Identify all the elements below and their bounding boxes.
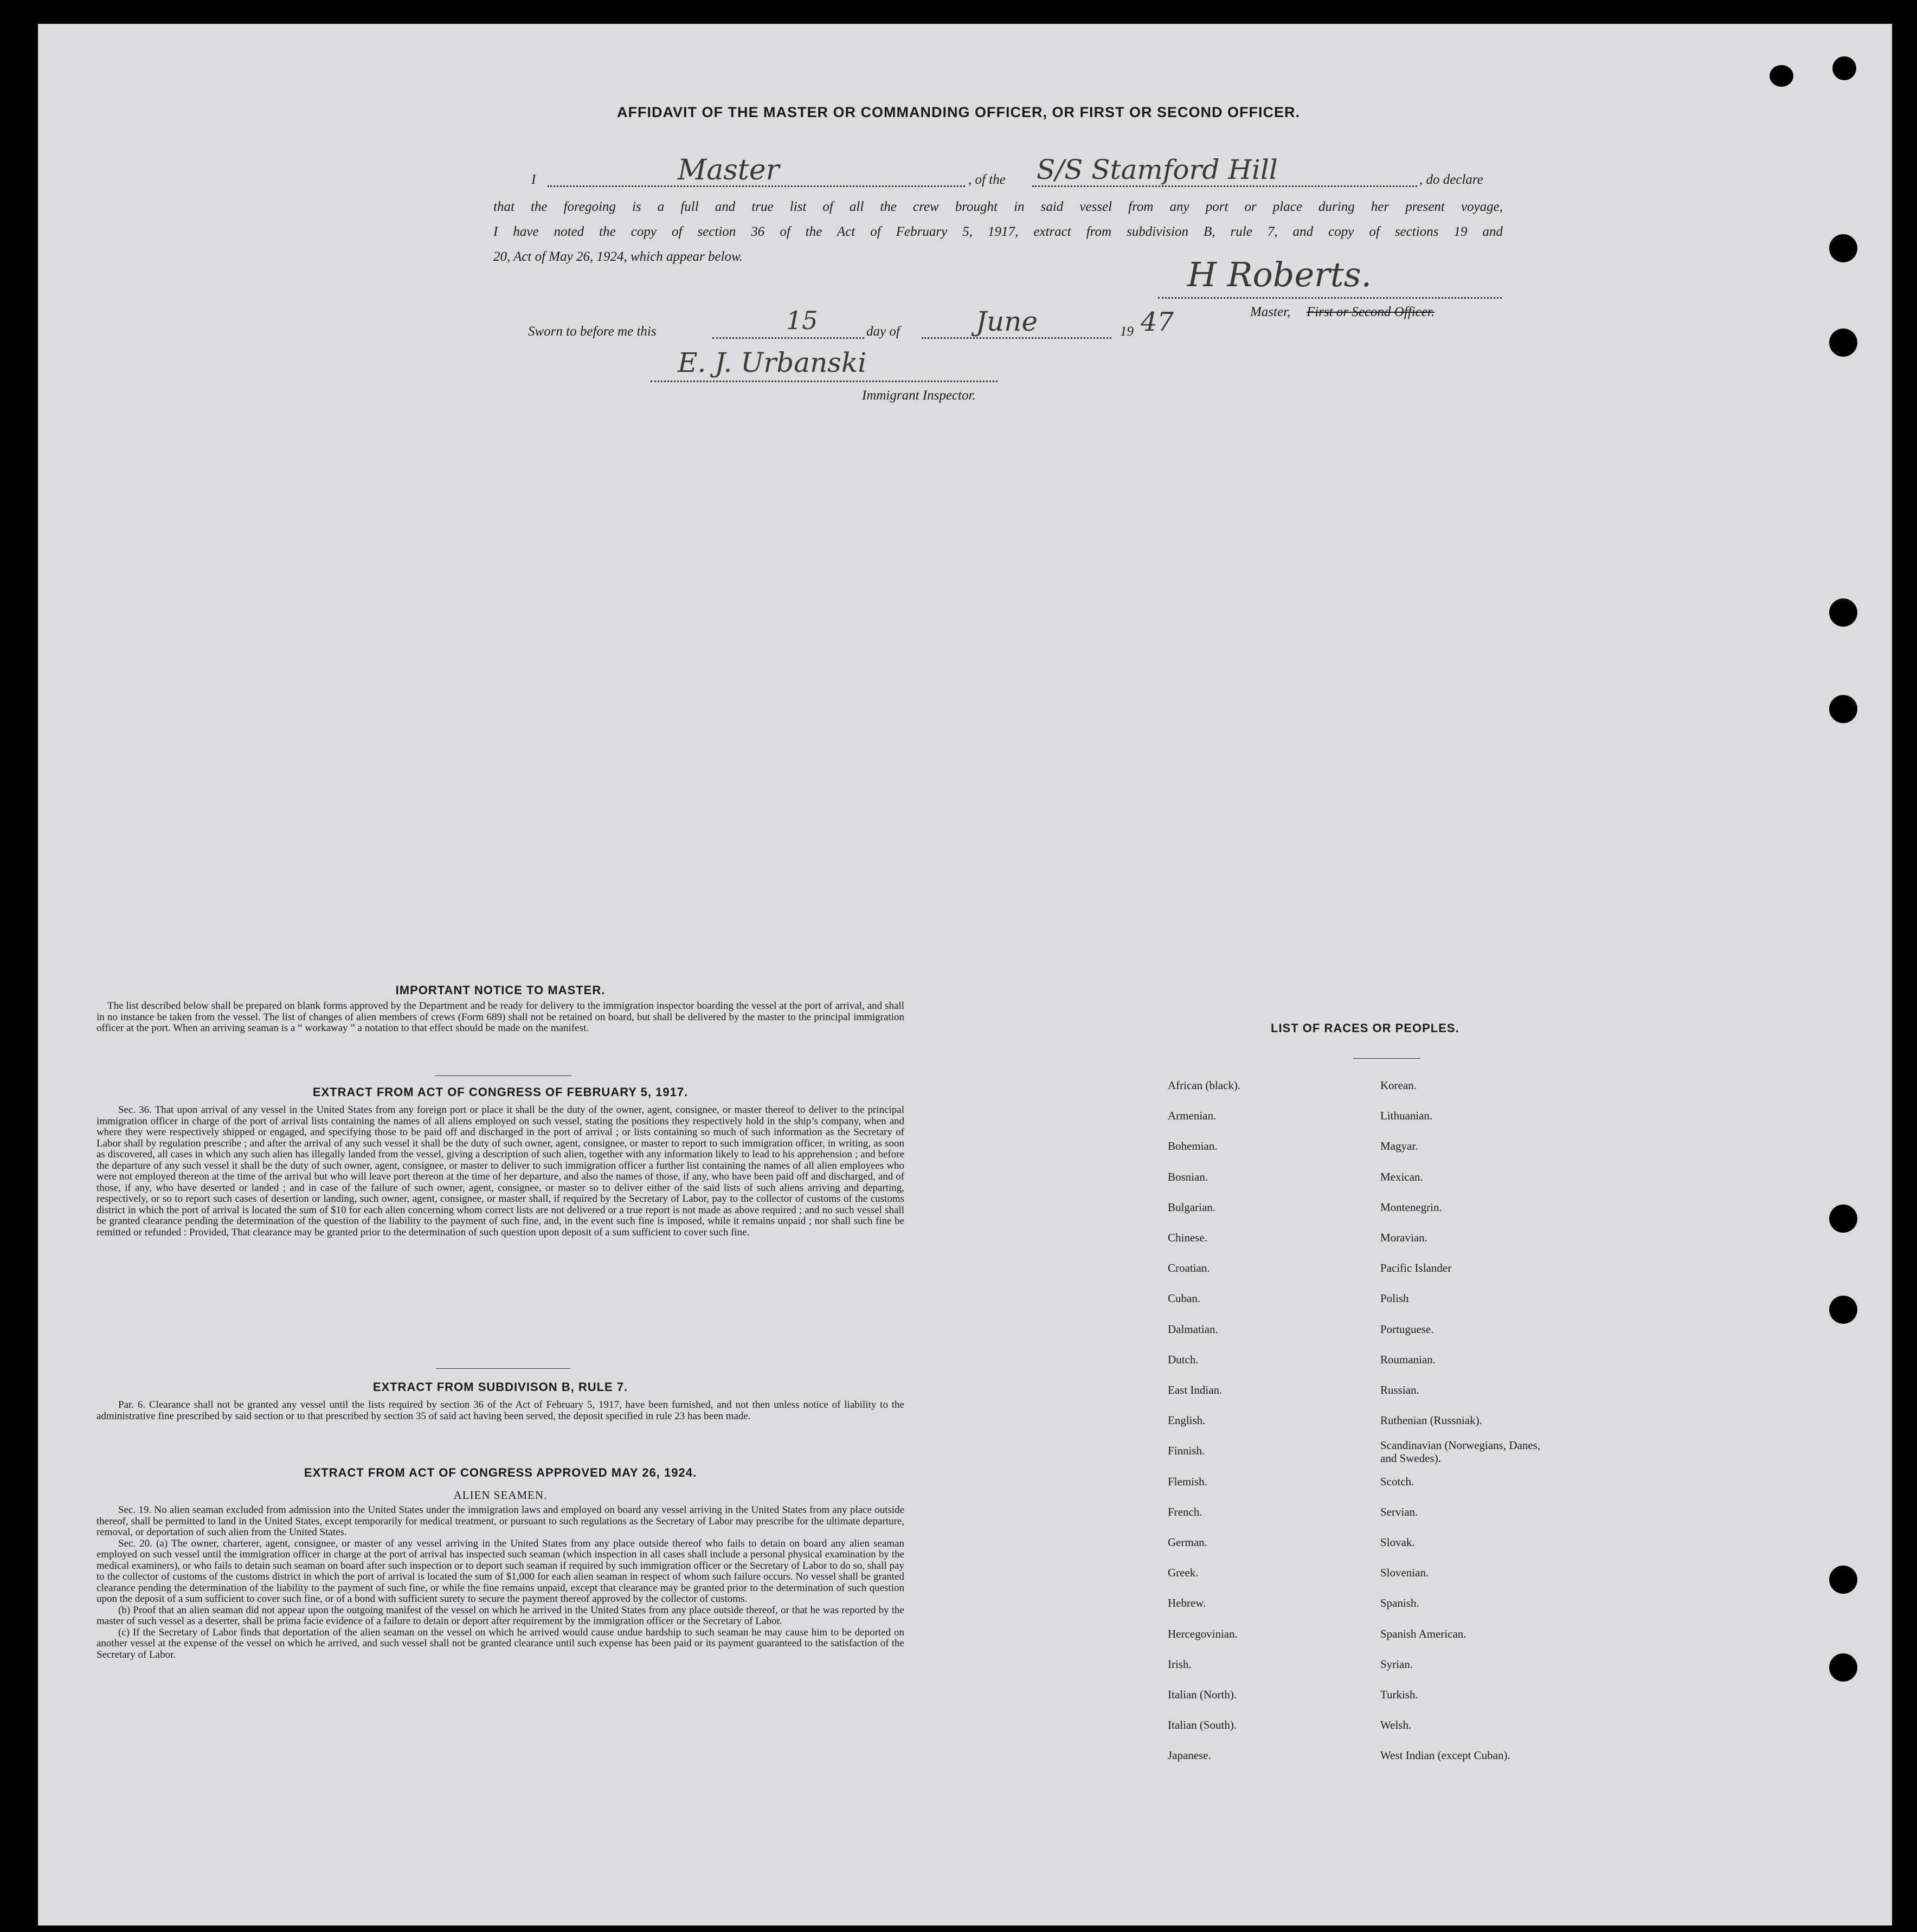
notice-paragraph: The list described below shall be prepared on blank forms approved by the Department and be ready for delivery to the immigration inspector boarding the vessel at the port of arrival, and shall in no instance be taken from the vessel. The list of changes of alien members of crews (Form 689) shall not be retained on board, but shall be delivered by the master to the principal immigration officer at the port. When an arriving seaman is a “ workaway ” a notation to that effect should be made on the manifest. bbox=[97, 1000, 904, 1034]
races-title: LIST OF RACES OR PEOPLES. bbox=[1271, 1021, 1459, 1035]
race-item: Croatian. bbox=[1168, 1261, 1210, 1274]
race-item: Bulgarian. bbox=[1168, 1201, 1216, 1214]
race-item: Scotch. bbox=[1380, 1475, 1414, 1488]
alien-seamen-subtitle: ALIEN SEAMEN. bbox=[453, 1489, 548, 1502]
race-item: German. bbox=[1168, 1536, 1207, 1549]
race-item: French. bbox=[1168, 1505, 1202, 1518]
race-item: East Indian. bbox=[1168, 1383, 1223, 1396]
race-item: Slovenian. bbox=[1380, 1566, 1429, 1579]
race-item: English. bbox=[1168, 1414, 1206, 1427]
race-item: Moravian. bbox=[1380, 1231, 1427, 1244]
inspector-label: Immigrant Inspector. bbox=[862, 388, 976, 403]
race-item: Armenian. bbox=[1168, 1109, 1217, 1122]
year-prefix: 19 bbox=[1120, 324, 1134, 339]
name-handwritten: Master bbox=[678, 154, 780, 186]
master-signature: H Roberts. bbox=[1187, 255, 1372, 294]
extract-1924-text bbox=[97, 1505, 904, 1660]
race-item: Slovak. bbox=[1380, 1536, 1415, 1549]
race-item: Welsh. bbox=[1380, 1718, 1412, 1731]
race-item: West Indian (except Cuban). bbox=[1380, 1749, 1510, 1762]
day-field-line bbox=[712, 336, 864, 339]
section-36-paragraph: Sec. 36. That upon arrival of any vessel in the United States from any foreign port or place it shall be the duty of the owner, agent, consignee, or master thereof to deliver to the principal immigration officer in charge of the port of arrival lists containing the names of all aliens employed on such vessel, stating the positions they respectively hold in the ship’s company, when and where they were respectively shipped or engaged, and specifying those to be paid off and discharged in the port of arrival ; or lists containing so much of such information as the Secretary of Labor shall by regulation prescribe ; and after the arrival of any such vessel it shall be the duty of such owner, agent, consignee, or master to report to such immigration officer, in writing, as soon as discovered, all cases in which any such alien has illegally landed from the vessel, giving a description of such alien, together with any information likely to lead to his apprehension ; and before the departure of any such vessel it shall be the duty of such owner, agent, consignee, or master to deliver to such immigration officer a further list containing the names of all alien employees who were not employed thereon at the time of the arrival but who will leave port thereon at the time of her departure, and also the names of those, if any, who have been paid off and discharged, and of those, if any, who have deserted or landed ; and in case of the failure of such owner, agent, consignee, or master so to deliver either of the said lists of such aliens arriving and departing, respectively, or so to report such cases of desertion or landing, such owner, agent, consignee, or master shall, if required by the Secretary of Labor, pay to the collector of customs of the customs district in which the port of arrival is located the sum of $10 for each alien concerning whom correct lists are not delivered or a true report is not made as above required ; and no such vessel shall be granted clearance pending the determination of the question of the liability to the payment of such fine, and, in the event such fine is imposed, while it remains unpaid ; nor shall such fine be remitted or refunded : Provided, That clearance may be granted prior to the determination of such question upon deposit of a sum sufficient to cover such fine. bbox=[97, 1104, 904, 1238]
punch-hole bbox=[1829, 598, 1857, 627]
race-item: Japanese. bbox=[1168, 1749, 1211, 1762]
race-item: Greek. bbox=[1168, 1566, 1199, 1579]
sworn-prefix: Sworn to before me this bbox=[528, 324, 657, 339]
sec-20b-paragraph: (b) Proof that an alien seaman did not appear upon the outgoing manifest of the vessel on which he arrived in the United States from any place outside thereof, or that he was reported by the master of such vessel as a deserter, shall be prima facie evidence of a failure to detain or deport after requirement by the immigration officer or the Secretary of Labor. bbox=[97, 1604, 904, 1627]
punch-hole bbox=[1829, 1566, 1857, 1594]
affidavit-i-label: I bbox=[531, 172, 536, 187]
extract-1917-title: EXTRACT FROM ACT OF CONGRESS OF FEBRUARY 5, 1917. bbox=[312, 1085, 689, 1099]
inspector-signature: E. J. Urbanski bbox=[678, 347, 867, 378]
punch-hole bbox=[1829, 1653, 1857, 1682]
inspector-line bbox=[651, 379, 998, 382]
race-item: Hercegovinian. bbox=[1168, 1627, 1238, 1640]
affidavit-title: AFFIDAVIT OF THE MASTER OR COMMANDING OFFICER, OR FIRST OR SECOND OFFICER. bbox=[617, 104, 1300, 120]
punch-hole bbox=[1829, 1205, 1857, 1233]
punch-hole bbox=[1829, 234, 1857, 262]
race-item: Servian. bbox=[1380, 1505, 1418, 1518]
par-6-paragraph: Par. 6. Clearance shall not be granted any vessel until the lists required by section 36 of the Act of February 5, 1917, have been furnished, and not then unless notice of liability to the administrative fine prescribed by said section or to that prescribed by section 35 of said act having been served, the deposit specified in rule 23 has been made. bbox=[97, 1399, 904, 1422]
race-item: Italian (South). bbox=[1168, 1718, 1237, 1731]
race-item: Bohemian. bbox=[1168, 1139, 1218, 1152]
officer-label-struck: First or Second Officer. bbox=[1307, 305, 1435, 319]
race-item: Syrian. bbox=[1380, 1658, 1413, 1671]
punch-hole bbox=[1829, 695, 1857, 723]
notice-title: IMPORTANT NOTICE TO MASTER. bbox=[395, 983, 606, 997]
race-item: Ruthenian (Russniak). bbox=[1380, 1414, 1482, 1427]
race-item: Dalmatian. bbox=[1168, 1323, 1218, 1336]
do-declare-label: , do declare bbox=[1419, 172, 1483, 187]
race-item: Bosnian. bbox=[1168, 1170, 1208, 1183]
notice-text bbox=[97, 1001, 904, 1034]
race-item: Pacific Islander bbox=[1380, 1261, 1452, 1274]
rule-7-title: EXTRACT FROM SUBDIVISON B, RULE 7. bbox=[372, 1380, 628, 1394]
extract-1924-title: EXTRACT FROM ACT OF CONGRESS APPROVED MAY 26, 1924. bbox=[304, 1466, 697, 1479]
race-item: Portuguese. bbox=[1380, 1323, 1434, 1336]
race-item: Magyar. bbox=[1380, 1139, 1418, 1152]
race-item: Dutch. bbox=[1168, 1353, 1199, 1366]
sec-19-paragraph: Sec. 19. No alien seaman excluded from admission into the United States under the immigration laws and employed on board any vessel arriving in the United States from any place outside thereof, shall be permitted to land in the United States, except temporarily for medical treatment, or pursuant to such regulations as the Secretary of Labor may prescribe for the ultimate departure, removal, or deportation of such alien from the United States. bbox=[97, 1504, 904, 1538]
divider bbox=[1353, 1058, 1420, 1059]
race-item: Mexican. bbox=[1380, 1170, 1423, 1183]
race-item: Finnish. bbox=[1168, 1444, 1205, 1457]
of-the-label: , of the bbox=[968, 172, 1006, 187]
race-item: Russian. bbox=[1380, 1383, 1419, 1396]
race-item: Turkish. bbox=[1380, 1688, 1418, 1701]
sec-20a-paragraph: Sec. 20. (a) The owner, charterer, agent, consignee, or master of any vessel arriving in the United States from any place outside thereof who fails to detain on board any alien seaman employed on such vessel until the immigration officer in charge at the port of arrival has inspected such seaman (which inspection in all cases shall include a personal physical examination by the medical examiners), or who fails to detain such seaman on board after such inspection or to deport such seaman if required by such immigration officer or the Secretary of Labor to do so, shall pay to the collector of customs of the customs district in which the port of arrival is located the sum of $1,000 for each alien seaman in respect of whom such failure occurs. No vessel shall be granted clearance pending the determination of the liability to the payment of such fine, or while the fine remains unpaid, except that clearance may be granted prior to the determination of such question upon the deposit of a sum sufficient to cover such fine, or of a bond with sufficient surety to secure the payment thereof approved by the collector of customs. bbox=[97, 1537, 904, 1605]
race-item: Irish. bbox=[1168, 1658, 1192, 1671]
race-item: Chinese. bbox=[1168, 1231, 1207, 1244]
vessel-handwritten: S/S Stamford Hill bbox=[1037, 154, 1278, 185]
race-item: Scandinavian (Norwegians, Danes, and Swedes). bbox=[1380, 1439, 1541, 1465]
race-item: Lithuanian. bbox=[1380, 1109, 1433, 1122]
sec-20c-paragraph: (c) If the Secretary of Labor finds that deportation of the alien seaman on the vessel on which he arrived would cause undue hardship to such seaman he may cause him to be deported on another vessel at the expense of the vessel on which he arrived, and such vessel shall not be granted clearance until such expense has been paid or its payment guaranteed to the satisfaction of the Secretary of Labor. bbox=[97, 1626, 904, 1660]
divider bbox=[436, 1368, 570, 1369]
punch-hole bbox=[1829, 329, 1857, 357]
race-item: Polish bbox=[1380, 1292, 1409, 1305]
year-handwritten: 47 bbox=[1141, 307, 1174, 337]
race-item: Korean. bbox=[1380, 1079, 1417, 1092]
month-handwritten: June bbox=[976, 306, 1038, 337]
race-item: Roumanian. bbox=[1380, 1353, 1436, 1366]
day-handwritten: 15 bbox=[786, 306, 818, 335]
race-item: Spanish. bbox=[1380, 1596, 1419, 1609]
race-item: Flemish. bbox=[1168, 1475, 1207, 1488]
race-item: Spanish American. bbox=[1380, 1627, 1466, 1640]
race-item: Montenegrin. bbox=[1380, 1201, 1442, 1214]
race-item: Hebrew. bbox=[1168, 1596, 1206, 1609]
affidavit-line-3: I have noted the copy of section 36 of the Act of February 5, 1917, extract from subdivision B, rule 7, and copy of sections 19 and bbox=[493, 224, 1503, 239]
signature-line bbox=[1158, 296, 1502, 299]
punch-hole bbox=[1770, 65, 1793, 87]
punch-hole bbox=[1832, 56, 1856, 80]
punch-hole bbox=[1829, 1296, 1857, 1324]
extract-1917-text bbox=[97, 1105, 904, 1238]
officer-label-master: Master, bbox=[1250, 305, 1291, 319]
day-of-label: day of bbox=[866, 324, 900, 339]
race-item: Italian (North). bbox=[1168, 1688, 1237, 1701]
race-item: Cuban. bbox=[1168, 1292, 1201, 1305]
affidavit-line-2: that the foregoing is a full and true list of all the crew brought in said vessel from any port or place during her present voyage, bbox=[493, 199, 1503, 214]
race-item: African (black). bbox=[1168, 1079, 1241, 1092]
affidavit-line-4: 20, Act of May 26, 1924, which appear below. bbox=[493, 249, 743, 264]
rule-7-text bbox=[97, 1400, 904, 1422]
